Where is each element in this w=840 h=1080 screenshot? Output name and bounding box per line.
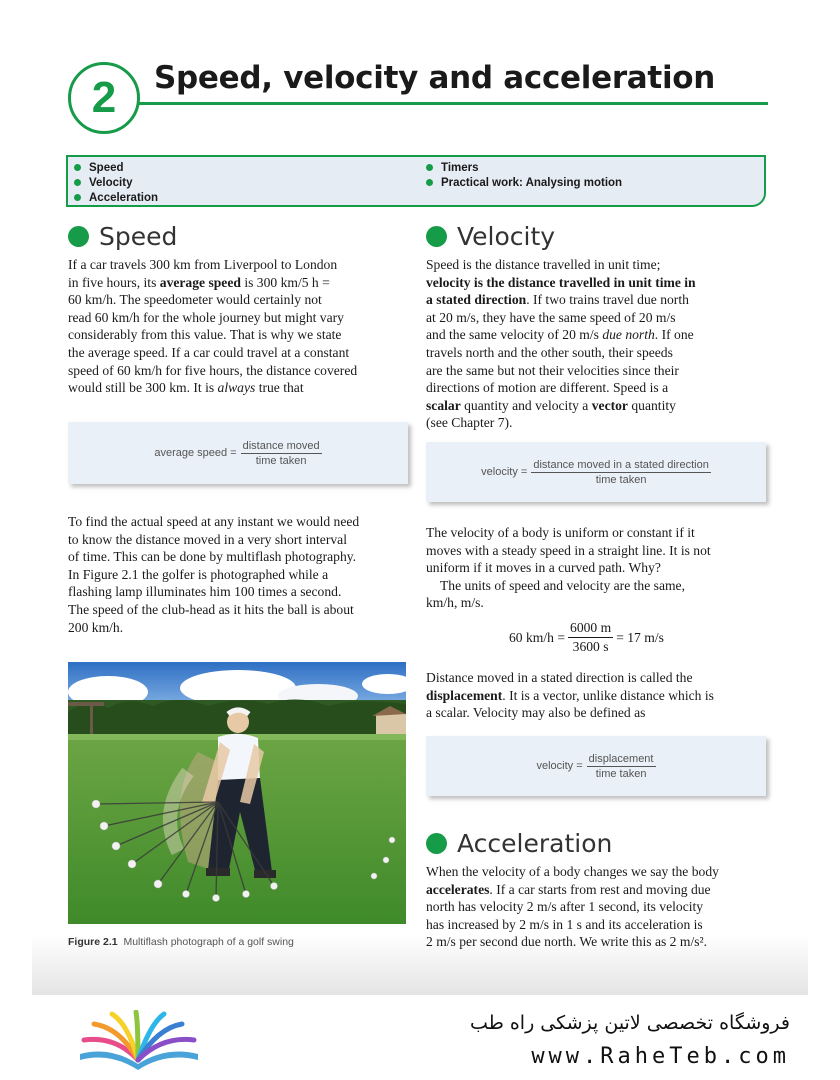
title-rule xyxy=(138,102,768,105)
bullet-icon xyxy=(426,164,433,171)
heading-bullet-icon xyxy=(426,833,447,854)
footer-url[interactable]: www.RaheTeb.com xyxy=(531,1044,790,1069)
book-logo xyxy=(76,1010,202,1070)
topic-item: Timers xyxy=(426,160,622,175)
heading-bullet-icon xyxy=(426,226,447,247)
bullet-icon xyxy=(74,194,81,201)
chapter-title: Speed, velocity and acceleration xyxy=(154,60,716,96)
golf-swing-photo xyxy=(68,662,406,924)
velocity-formula-2: velocity = $\frac{\text{displacement}}{\text{time taken}}$ xyxy=(426,736,766,796)
fraction: $\frac{\text{distance moved in a stated direction}}{\text{time taken}}$ xyxy=(533,458,709,486)
topic-item: Practical work: Analysing motion xyxy=(426,175,622,190)
velocity-paragraph-3: Distance moved in a stated direction is called the displacement. It is a vector, unlike distance which is a scalar. Velocity may also be defined as xyxy=(426,670,714,721)
bullet-icon xyxy=(74,164,81,171)
figure-caption-text: Multiflash photograph of a golf swing xyxy=(123,936,294,948)
heading-bullet-icon xyxy=(68,226,89,247)
acceleration-paragraph-1: When the velocity of a body changes we say the body accelerates. If a car starts from rest and moving due north has velocity 2 m/s after 1 second, its velocity has increased by 2 m/s in 1 s and its acceleration is 2 m/s per second due north. We write this as 2 m/s². xyxy=(426,864,719,950)
topic-item: Speed xyxy=(74,160,158,175)
chapter-number: 2 xyxy=(91,73,117,122)
chapter-number-badge xyxy=(68,62,140,134)
topic-item: Velocity xyxy=(74,175,158,190)
velocity-paragraph-2: The velocity of a body is uniform or constant if it moves with a steady speed in a straight line. It is not uniform if it moves in a curved path. Why? The units of speed and velocity are the same, km/h, m/s. xyxy=(426,525,711,611)
topic-item: Acceleration xyxy=(74,190,158,205)
bullet-icon xyxy=(74,179,81,186)
fraction: $\frac{6000 m}{3600 s}$ xyxy=(570,620,612,654)
golf-swing-illustration xyxy=(68,662,406,924)
velocity-heading: Velocity xyxy=(426,222,555,251)
topics-left-column xyxy=(74,160,158,205)
footer-shop-name: فروشگاه تخصصی لاتین پزشکی راه طب xyxy=(470,1012,790,1034)
topics-right-column xyxy=(426,160,622,190)
topics-box xyxy=(66,155,766,207)
fraction: $\frac{\text{displacement}}{\text{time taken}}$ xyxy=(588,752,654,780)
speed-paragraph-2: To find the actual speed at any instant we would need to know the distance moved in a very short interval of time. This can be done by multiflash photography. In Figure 2.1 the golfer is photographed while a flashing lamp illuminates him 100 times a second. The speed of the club-head as it hits the ball is about 200 km/h. xyxy=(68,514,360,635)
speed-paragraph-1: If a car travels 300 km from Liverpool to London in five hours, its average speed is 300 km/5 h = 60 km/h. The speedometer would certainly not read 60 km/h for the whole journey but might vary considerably from this value. That is why we state the average speed. If a car could travel at a constant speed of 60 km/h for five hours, the distance covered would still be 300 km. It is always true that xyxy=(68,257,358,396)
acceleration-heading: Acceleration xyxy=(426,829,612,858)
speed-heading: Speed xyxy=(68,222,177,251)
unit-conversion-equation: 60 km/h = $\frac{6000 m}{3600 s}$ = 17 m/s xyxy=(509,620,664,654)
velocity-paragraph-1: Speed is the distance travelled in unit time; velocity is the distance travelled in unit time in a stated direction. If two trains travel due north at 20 m/s, they have the same speed of 20 m/s and the same velocity of 20 m/s due north. If one travels north and the other south, their speeds are the same but not their velocities since their directions of motion are different. Speed is a scalar quantity and velocity a vector quantity (see Chapter 7). xyxy=(426,257,696,431)
figure-caption xyxy=(68,936,294,948)
figure-label: Figure 2.1 xyxy=(68,936,118,948)
average-speed-formula: average speed = $\frac{\text{distance moved}}{\text{time taken}}$ xyxy=(68,422,408,484)
bullet-icon xyxy=(426,179,433,186)
fraction: $\frac{\text{distance moved}}{\text{time taken}}$ xyxy=(242,439,320,467)
open-book-icon xyxy=(76,1010,202,1070)
velocity-formula-1: velocity = $\frac{\text{distance moved in a stated direction}}{\text{time taken}}$ xyxy=(426,442,766,502)
